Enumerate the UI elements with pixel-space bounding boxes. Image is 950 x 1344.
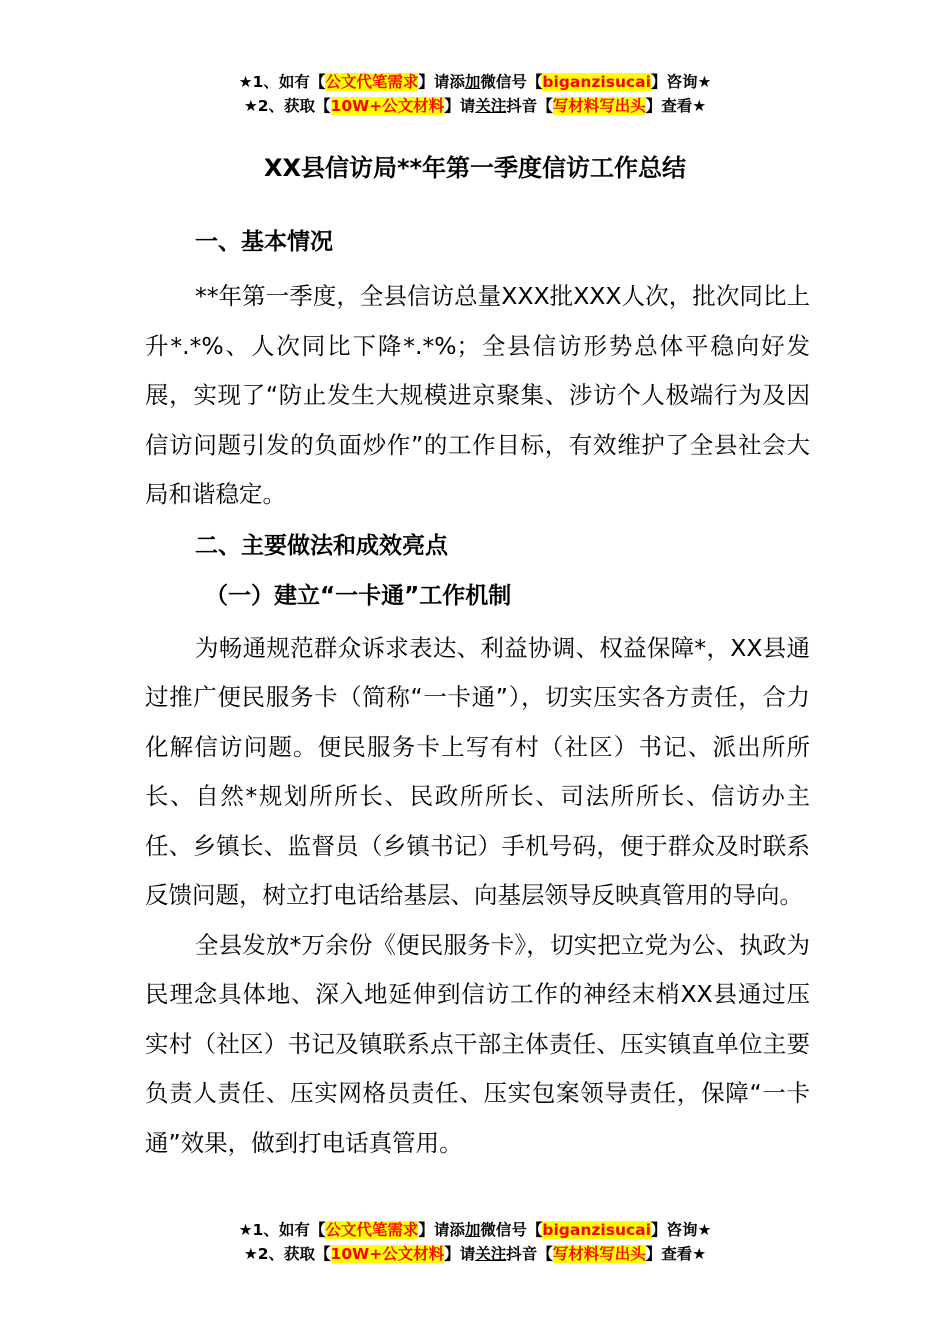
bottom-banner: [0, 1218, 950, 1266]
wechat-id-highlight: biganzisucai: [542, 1221, 651, 1239]
banner-text: ★2、获取【: [243, 97, 331, 115]
banner-underline: 关注: [475, 1245, 507, 1263]
banner-highlight: 公文代笔需求: [325, 1221, 419, 1239]
banner-highlight: 10W+公文材料: [330, 97, 445, 115]
banner-text: 】请添: [418, 1221, 465, 1239]
banner-text: ★1、如有【: [238, 73, 326, 91]
subsection-heading-one-card: （一）建立“一卡通”工作机制: [205, 582, 512, 609]
document-body: [145, 222, 810, 1168]
banner-line-1: [0, 70, 950, 94]
banner-line-2: [0, 1242, 950, 1266]
banner-underline: 关注: [475, 97, 507, 115]
top-banner: [0, 70, 950, 118]
paragraph-one-card-1: 为畅通规范群众诉求表达、利益协调、权益保障*，XX县通过推广便民服务卡（简称“一卡通”），切实压实各方责任，合力化解信访问题。便民服务卡上写有村（社区）书记、派出所所长、自然*规划所所长、民政所所长、司法所所长、信访办主任、乡镇长、监督员（乡镇书记）手机号码，便于群众及时联系反馈问题，树立打电话给基层、向基层领导反映真管用的导向。: [145, 633, 810, 909]
wechat-id-highlight: biganzisucai: [542, 73, 651, 91]
banner-text: 】咨询★: [650, 73, 712, 91]
douyin-id-highlight: 写材料写出头: [552, 97, 646, 115]
banner-text: 】请: [444, 1245, 476, 1263]
paragraph-one-card-2: 全县发放*万余份《便民服务卡》，切实把立党为公、执政为民理念具体地、深入地延伸到信访工作的神经末梢XX县通过压实村（社区）书记及镇联系点干部主体责任、压实镇直单位主要负责人责任、压实网格员责任、压实包案领导责任，保障“一卡通”效果，做到打电话真管用。: [145, 930, 810, 1157]
douyin-id-highlight: 写材料写出头: [552, 1245, 646, 1263]
paragraph-basic-situation: **年第一季度，全县信访总量XXX批XXX人次，批次同比上升*.*%、人次同比下降*.*%；全县信访形势总体平稳向好发展，实现了“防止发生大规模进京聚集、涉访个人极端行为及因信访问题引发的负面炒作”的工作目标，有效维护了全县社会大局和谐稳定。: [145, 282, 810, 508]
document-title: XX县信访局**年第一季度信访工作总结: [263, 154, 687, 182]
banner-underline: 加: [464, 1221, 481, 1239]
section-heading-practices: 二、主要做法和成效亮点: [195, 532, 448, 559]
banner-text: 微信号【: [480, 1221, 543, 1239]
banner-highlight: 10W+公文材料: [330, 1245, 445, 1263]
banner-text: 】请: [444, 97, 476, 115]
banner-underline: 加: [464, 73, 481, 91]
banner-text: 】请添: [418, 73, 465, 91]
banner-line-1: [0, 1218, 950, 1242]
banner-text: ★1、如有【: [238, 1221, 326, 1239]
banner-text: 抖音【: [506, 97, 553, 115]
banner-text: 抖音【: [506, 1245, 553, 1263]
banner-highlight: 公文代笔需求: [325, 73, 419, 91]
banner-text: 】咨询★: [650, 1221, 712, 1239]
banner-text: 】查看★: [645, 97, 707, 115]
section-heading-basic: 一、基本情况: [195, 229, 333, 255]
banner-text: 微信号【: [480, 73, 543, 91]
banner-text: 】查看★: [645, 1245, 707, 1263]
banner-line-2: [0, 94, 950, 118]
banner-text: ★2、获取【: [243, 1245, 331, 1263]
